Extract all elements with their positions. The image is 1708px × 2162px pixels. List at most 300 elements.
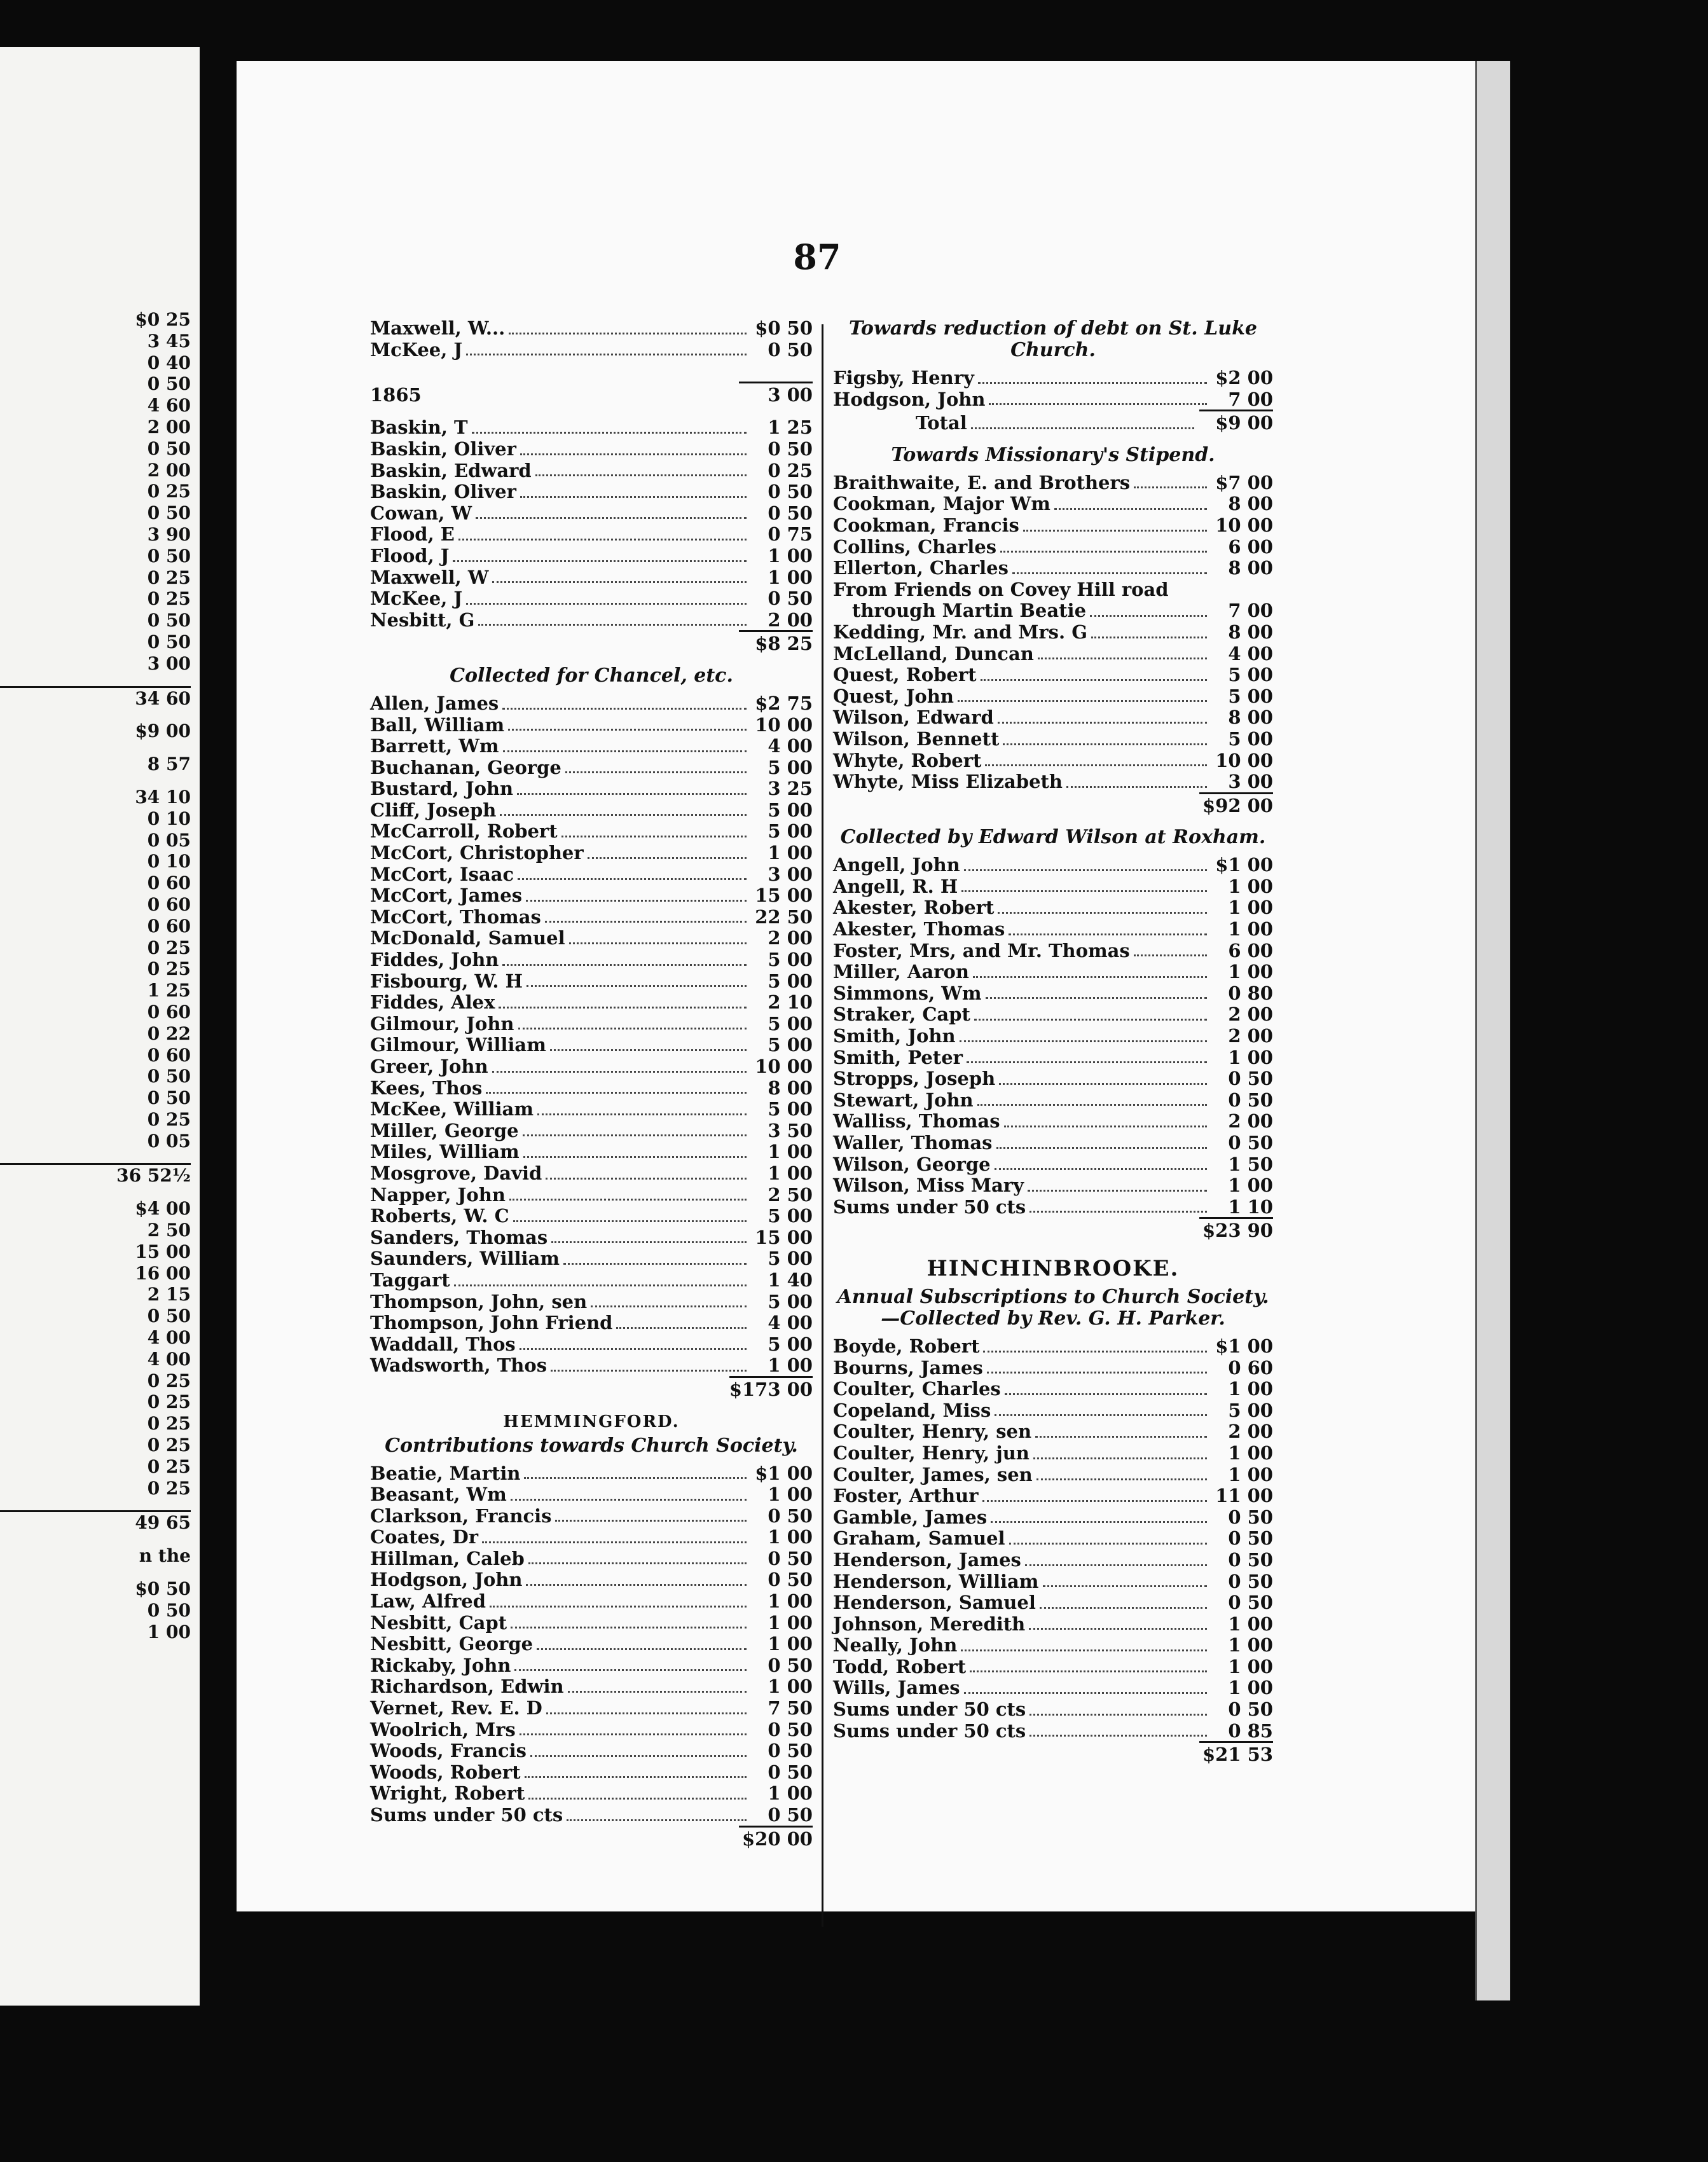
- entry-name: Hodgson, John: [370, 1569, 523, 1591]
- margin-amount: 0 60: [147, 893, 191, 915]
- entry-amount: 1 00: [768, 1484, 813, 1506]
- list-item: [370, 1078, 813, 1099]
- entry-name: Gamble, James: [833, 1506, 988, 1528]
- entry-amount: 5 00: [1228, 685, 1273, 707]
- margin-amount: 0 50: [147, 373, 191, 395]
- list-item: [833, 961, 1273, 983]
- list-item: [833, 686, 1273, 708]
- dot-leader: [513, 1220, 747, 1222]
- entry-amount: $1 00: [1215, 854, 1273, 876]
- dot-leader: [999, 1083, 1207, 1085]
- dot-leader: [517, 793, 747, 795]
- entry-amount: 1 00: [768, 842, 813, 864]
- entry-amount: 1 00: [1228, 1634, 1273, 1656]
- entry-amount: 1 00: [768, 1782, 813, 1805]
- entry-amount: 1 00: [1228, 918, 1273, 940]
- margin-amount: $4 00: [135, 1198, 191, 1220]
- entry-amount: 5 00: [768, 1290, 813, 1312]
- list-item: [370, 1548, 813, 1570]
- dot-leader: [1004, 1126, 1207, 1127]
- total-amount: $173 00: [729, 1376, 813, 1401]
- margin-amount: 34 10: [135, 786, 191, 808]
- entry-name: Vernet, Rev. E. D: [370, 1697, 542, 1719]
- margin-amount: 2 00: [147, 459, 191, 481]
- entry-name: Woolrich, Mrs: [370, 1718, 516, 1740]
- list-item: [370, 864, 813, 886]
- dot-leader: [518, 878, 747, 880]
- list-item: [833, 1485, 1273, 1507]
- entry-amount: 0 50: [1228, 1506, 1273, 1528]
- list-item: through Martin Beatie 7 00: [852, 600, 1273, 622]
- list-item: [370, 1334, 813, 1356]
- margin-amount: $9 00: [135, 720, 191, 742]
- entry-name: Wright, Robert: [370, 1782, 525, 1805]
- list-item: [370, 1248, 813, 1270]
- list-item: [370, 524, 813, 546]
- dot-leader: [492, 581, 747, 583]
- entry-name: Stewart, John: [833, 1089, 974, 1111]
- entry-name: Copeland, Miss: [833, 1399, 991, 1421]
- margin-amount: 0 25: [147, 567, 191, 588]
- entry-amount: 10 00: [1215, 749, 1273, 771]
- list-item: [833, 1154, 1273, 1176]
- dot-leader: [1134, 954, 1207, 956]
- entry-amount: 1 00: [768, 1676, 813, 1698]
- margin-amount: 0 05: [147, 1130, 191, 1152]
- entry-name: Hodgson, John: [833, 388, 986, 410]
- entry-amount: 0 50: [768, 1569, 813, 1591]
- list-item: [833, 622, 1273, 644]
- margin-amount: 0 40: [147, 352, 191, 373]
- margin-amount: 2 15: [147, 1284, 191, 1305]
- entry-amount: 8 00: [1228, 493, 1273, 515]
- list-item: [370, 1698, 813, 1719]
- entry-name: McLelland, Duncan: [833, 642, 1034, 664]
- dot-leader: [537, 1648, 747, 1650]
- entry-amount: 0 50: [768, 481, 813, 503]
- entry-name: Rickaby, John: [370, 1654, 511, 1676]
- margin-amount: 0 25: [147, 1435, 191, 1456]
- dot-leader: [1054, 508, 1207, 510]
- list-item: [370, 481, 813, 503]
- dot-leader: [565, 771, 747, 773]
- list-item: [370, 1099, 813, 1120]
- entry-amount: 3 00: [1228, 771, 1273, 793]
- entry-amount: 2 00: [1228, 1003, 1273, 1026]
- left-column: [370, 318, 813, 1850]
- list-item: [833, 1677, 1273, 1699]
- entry-amount: 1 00: [1228, 875, 1273, 897]
- margin-amount: 8 57: [147, 754, 191, 775]
- margin-amount: 49 65: [0, 1510, 191, 1534]
- dot-leader: [509, 1199, 747, 1201]
- list-item: [833, 983, 1273, 1005]
- margin-amount: 0 25: [147, 1391, 191, 1413]
- list-item: [370, 1312, 813, 1334]
- list-item: [833, 855, 1273, 876]
- section-heading: Contributions towards Church Society.: [385, 1434, 798, 1457]
- total-amount: $9 00: [1199, 410, 1273, 434]
- list-item: [833, 919, 1273, 940]
- entry-name: Henderson, William: [833, 1570, 1039, 1592]
- entry-amount: 5 00: [768, 1248, 813, 1270]
- dot-leader: [509, 333, 747, 334]
- entry-name: Bustard, John: [370, 778, 514, 800]
- entry-amount: 1 00: [768, 1162, 813, 1184]
- total-amount: $20 00: [739, 1826, 813, 1850]
- entry-name: Flood, J: [370, 544, 450, 567]
- margin-amount: 1 25: [147, 980, 191, 1002]
- dot-leader: [987, 1372, 1207, 1374]
- entry-name: Miller, Aaron: [833, 961, 969, 983]
- entry-amount: 5 00: [768, 799, 813, 821]
- entry-amount: 22 50: [755, 905, 813, 928]
- entry-amount: 1 00: [1228, 1655, 1273, 1677]
- entry-amount: 0 75: [768, 523, 813, 546]
- total-amount: $92 00: [1199, 792, 1273, 817]
- list-item: [833, 515, 1273, 537]
- margin-amount: $0 50: [135, 1578, 191, 1600]
- dot-leader: [1043, 1585, 1208, 1587]
- entry-amount: 0 50: [1228, 1089, 1273, 1111]
- list-item: [370, 885, 813, 907]
- entry-amount: 0 50: [768, 437, 813, 460]
- dot-leader: [998, 722, 1207, 724]
- right-column: [833, 318, 1273, 1766]
- entry-name: Cookman, Francis: [833, 514, 1019, 536]
- entry-name: Walliss, Thomas: [833, 1110, 1000, 1133]
- list-item: [370, 1591, 813, 1613]
- list-item: [833, 1421, 1273, 1443]
- entry-name: Neally, John: [833, 1634, 958, 1656]
- dot-leader: [967, 1061, 1207, 1063]
- list-item: [833, 707, 1273, 729]
- page-binding-edge: [1475, 61, 1510, 2000]
- entry-amount: 8 00: [1228, 557, 1273, 579]
- entry-amount: 10 00: [1215, 514, 1273, 536]
- entry-name: Barrett, Wm: [370, 735, 499, 757]
- dot-leader: [961, 890, 1207, 892]
- margin-amount: 0 50: [147, 1087, 191, 1109]
- margin-amount: 4 60: [147, 395, 191, 417]
- list-item: [370, 736, 813, 757]
- dot-leader: [991, 1521, 1207, 1523]
- entry-amount: 1 00: [768, 566, 813, 588]
- year-row: 1865 3 00: [370, 383, 813, 406]
- entry-amount: 5 00: [768, 1333, 813, 1355]
- margin-amount: 2 00: [147, 416, 191, 437]
- list-item: [833, 1358, 1273, 1379]
- list-item: [833, 1699, 1273, 1721]
- entry-name: Coulter, James, sen: [833, 1463, 1033, 1485]
- margin-amount: 36 52½: [0, 1163, 191, 1187]
- blank-total-row: [370, 363, 813, 385]
- entry-name: Beasant, Wm: [370, 1484, 507, 1506]
- margin-amount: 0 05: [147, 829, 191, 851]
- entry-name: Beatie, Martin: [370, 1462, 521, 1484]
- list-item: [833, 664, 1273, 686]
- entry-name: Wilson, Edward: [833, 706, 994, 729]
- list-item: [833, 1656, 1273, 1678]
- dot-leader: [458, 539, 747, 540]
- margin-amount: 0 60: [147, 872, 191, 894]
- dot-leader: [546, 1712, 747, 1714]
- entry-name: Smith, John: [833, 1025, 956, 1047]
- entry-amount: $0 50: [755, 317, 813, 339]
- entry-name: Sums under 50 cts: [370, 1804, 563, 1826]
- entry-amount: 10 00: [755, 713, 813, 736]
- entry-amount: 5 00: [768, 949, 813, 971]
- total-row: [833, 1744, 1273, 1766]
- list-item: [370, 1163, 813, 1185]
- margin-amount: 0 10: [147, 851, 191, 872]
- entry-name: Wilson, George: [833, 1153, 991, 1175]
- dot-leader: [550, 1049, 747, 1051]
- section-heading: Towards Missionary's Stipend.: [891, 443, 1215, 466]
- entry-name: Simmons, Wm: [833, 982, 982, 1004]
- entry-amount: 1 10: [1228, 1195, 1273, 1218]
- entry-name: Hillman, Caleb: [370, 1547, 525, 1569]
- list-group: [833, 622, 1273, 793]
- dot-leader: [567, 1819, 747, 1821]
- dot-leader: [518, 1028, 747, 1029]
- entry-name: Cowan, W: [370, 502, 472, 524]
- margin-amount: 3 00: [147, 652, 191, 674]
- list-item: [833, 729, 1273, 750]
- dot-leader: [508, 729, 747, 731]
- margin-amount: 0 50: [147, 1305, 191, 1327]
- entry-name: Braithwaite, E. and Brothers: [833, 471, 1131, 493]
- entry-name: Kees, Thos: [370, 1077, 483, 1099]
- entry-amount: 1 00: [1228, 1174, 1273, 1197]
- entry-name: Collins, Charles: [833, 535, 997, 558]
- list-item: [370, 1762, 813, 1784]
- dot-leader: [1029, 1628, 1207, 1630]
- list-item: [833, 493, 1273, 515]
- entry-amount: 0 50: [768, 338, 813, 361]
- list-item: [370, 1634, 813, 1655]
- list-item: [833, 368, 1273, 389]
- dot-leader: [964, 869, 1207, 871]
- dot-leader: [1009, 1543, 1207, 1545]
- entry-amount: 0 50: [1228, 1570, 1273, 1592]
- entry-name: Angell, R. H: [833, 875, 958, 897]
- entry-amount: 0 50: [768, 1740, 813, 1762]
- entry-amount: 1 00: [1228, 897, 1273, 919]
- list-item: [370, 318, 813, 340]
- list-item: [370, 503, 813, 525]
- dot-leader: [995, 1168, 1207, 1170]
- list-group: [370, 1463, 813, 1826]
- total-row: [833, 795, 1273, 817]
- entry-amount: 1 00: [768, 1526, 813, 1548]
- entry-amount: 0 80: [1228, 982, 1273, 1004]
- entry-amount: 6 00: [1228, 535, 1273, 558]
- entry-amount: 1 00: [768, 1611, 813, 1634]
- section-heading: Annual Subscriptions to Church Society.—Collected by Rev. G. H. Parker.: [837, 1285, 1269, 1330]
- dot-leader: [520, 1733, 747, 1735]
- total-label: Total: [916, 412, 967, 434]
- margin-amount: 0 50: [147, 610, 191, 631]
- list-item: [370, 1227, 813, 1249]
- dot-leader: [524, 1477, 747, 1479]
- entry-name: Clarkson, Francis: [370, 1504, 552, 1527]
- entry-amount: 5 00: [768, 970, 813, 992]
- entry-amount: 15 00: [755, 1226, 813, 1248]
- list-item: [370, 715, 813, 736]
- dot-leader: [1028, 1190, 1207, 1192]
- list-item: [833, 1175, 1273, 1197]
- list-item: [370, 567, 813, 589]
- list-item: [833, 1197, 1273, 1218]
- entry-amount: 2 00: [1228, 1110, 1273, 1133]
- list-item: [370, 1355, 813, 1377]
- margin-amount: 0 25: [147, 1108, 191, 1130]
- margin-amount: 16 00: [135, 1262, 191, 1284]
- margin-amount: 0 25: [147, 588, 191, 610]
- list-item: [833, 1336, 1273, 1358]
- list-item: [370, 1056, 813, 1078]
- list-group: [370, 693, 813, 1377]
- list-item: [833, 1635, 1273, 1656]
- entry-name: Woods, Robert: [370, 1761, 521, 1783]
- dot-leader: [1025, 1564, 1207, 1566]
- list-item: [833, 389, 1273, 411]
- entry-name: Nesbitt, George: [370, 1633, 534, 1655]
- entry-amount: 8 00: [1228, 706, 1273, 729]
- entry-name: Baskin, T: [370, 417, 468, 439]
- entry-amount: 7 50: [768, 1697, 813, 1719]
- entry-amount: 1 00: [768, 544, 813, 567]
- dot-leader: [974, 1019, 1207, 1021]
- dot-leader: [545, 921, 747, 923]
- entry-name: Wilson, Bennett: [833, 727, 1000, 750]
- entry-amount: 2 00: [768, 927, 813, 949]
- dot-leader: [985, 764, 1207, 766]
- dot-leader: [482, 1541, 747, 1543]
- list-item: [833, 1379, 1273, 1400]
- entry-amount: 5 00: [1228, 664, 1273, 686]
- list-item: [370, 821, 813, 843]
- entry-name: McCort, Isaac: [370, 863, 514, 885]
- list-item: [370, 546, 813, 567]
- list-item: [370, 439, 813, 460]
- dot-leader: [986, 997, 1207, 999]
- previous-page-edge: [0, 47, 200, 2006]
- entry-amount: 4 00: [768, 735, 813, 757]
- list-item: [370, 907, 813, 928]
- list-item: [370, 1655, 813, 1677]
- dot-leader: [526, 1584, 747, 1586]
- dot-leader: [526, 900, 747, 902]
- dot-leader: [1030, 1714, 1207, 1716]
- list-item: [370, 588, 813, 610]
- margin-amount: 0 25: [147, 481, 191, 502]
- entry-name: Boyde, Robert: [833, 1335, 980, 1357]
- list-item: [833, 1550, 1273, 1571]
- list-item: [370, 340, 813, 361]
- margin-amount: 0 60: [147, 1044, 191, 1066]
- entry-amount: 7 00: [1228, 388, 1273, 410]
- entry-amount: 2 00: [1228, 1025, 1273, 1047]
- margin-amount: 0 50: [147, 437, 191, 459]
- entry-name: Cookman, Major Wm: [833, 493, 1050, 515]
- list-item: [833, 558, 1273, 579]
- list-item: [370, 778, 813, 800]
- list-item: [370, 1120, 813, 1142]
- entry-name: Wilson, Miss Mary: [833, 1174, 1024, 1197]
- entry-amount: 2 00: [1228, 1421, 1273, 1443]
- entry-amount: 0 50: [1228, 1548, 1273, 1571]
- dot-leader: [551, 1370, 747, 1372]
- entry-amount: 0 50: [768, 1654, 813, 1676]
- entry-name: Cliff, Joseph: [370, 799, 497, 821]
- dot-leader: [982, 1500, 1207, 1502]
- entry-amount: 2 10: [768, 991, 813, 1014]
- list-item: [370, 1719, 813, 1741]
- list-item: [370, 949, 813, 971]
- entry-name: Mosgrove, David: [370, 1162, 542, 1184]
- entry-amount: 1 40: [768, 1269, 813, 1291]
- dot-leader: [960, 1040, 1207, 1042]
- list-group: [370, 318, 813, 361]
- dot-leader: [563, 1263, 747, 1265]
- entry-name: Coulter, Charles: [833, 1378, 1001, 1400]
- list-group: [833, 1336, 1273, 1742]
- dot-leader: [520, 496, 747, 498]
- entry-amount: 5 00: [768, 756, 813, 778]
- entry-name: McKee, J: [370, 588, 463, 610]
- entry-amount: 11 00: [1215, 1485, 1273, 1507]
- entry-name: McCort, Christopher: [370, 842, 584, 864]
- entry-amount: $7 00: [1215, 471, 1273, 493]
- dot-leader: [525, 1776, 747, 1778]
- margin-amount: 0 10: [147, 808, 191, 829]
- dot-leader: [523, 1134, 747, 1136]
- dot-leader: [528, 1798, 747, 1800]
- entry-name: Foster, Mrs, and Mr. Thomas: [833, 939, 1130, 961]
- entry-amount: 3 50: [768, 1119, 813, 1141]
- list-item: [370, 693, 813, 715]
- margin-amount: 0 25: [147, 1456, 191, 1477]
- entry-amount: 1 00: [1228, 1463, 1273, 1485]
- list-item: [370, 843, 813, 864]
- dot-leader: [466, 354, 747, 355]
- entry-name: Buchanan, George: [370, 756, 561, 778]
- list-item: [370, 460, 813, 482]
- entry-name: Bourns, James: [833, 1356, 983, 1379]
- list-group: [833, 368, 1273, 410]
- margin-amount: 34 60: [0, 686, 191, 710]
- entry-name: Richardson, Edwin: [370, 1676, 564, 1698]
- list-item: [833, 537, 1273, 558]
- dot-leader: [478, 624, 747, 626]
- list-item: [370, 1185, 813, 1206]
- entry-amount: 15 00: [755, 885, 813, 907]
- entry-name: Miller, George: [370, 1119, 519, 1141]
- list-item: [833, 1443, 1273, 1464]
- section-title: HINCHINBROOKE.: [926, 1255, 1180, 1281]
- total-row: [370, 1829, 813, 1850]
- entry-amount: 5 00: [1228, 1399, 1273, 1421]
- entry-name: Coulter, Henry, sen: [833, 1421, 1032, 1443]
- dot-leader: [511, 1499, 747, 1501]
- margin-amount: 3 90: [147, 523, 191, 545]
- entry-amount: 0 50: [1228, 1527, 1273, 1550]
- margin-amount: 0 50: [147, 631, 191, 652]
- margin-amount: 15 00: [135, 1241, 191, 1262]
- dot-leader: [561, 836, 747, 837]
